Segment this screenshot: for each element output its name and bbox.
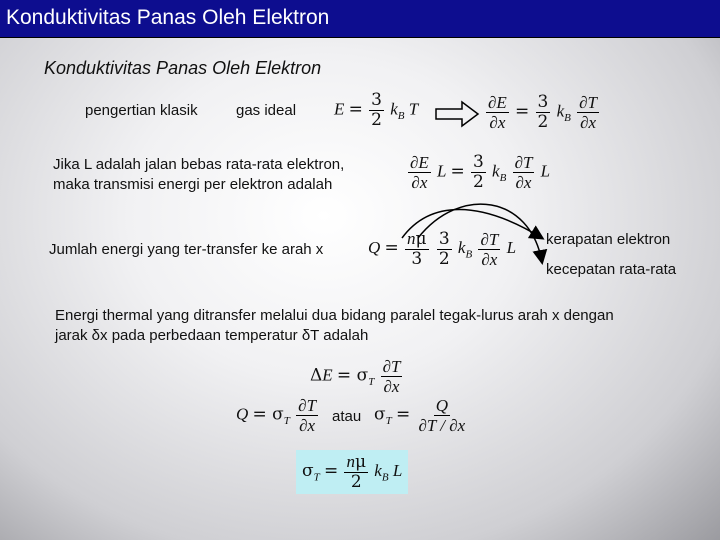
gas-ideal-label: gas ideal: [236, 102, 297, 119]
kecepatan-label: kecepatan rata-rata: [546, 261, 677, 278]
formula-energy: E = $\frac{3}{2}$ $k_B$ T: [334, 90, 419, 130]
formula-delta-E: $\Delta E = \sigma_T$ $\frac{\partial T}{\partial x}$: [310, 357, 401, 396]
formula-Q-sigma: $Q = \sigma_T$ $\frac{\partial T}{\partial x}$: [236, 396, 317, 435]
atau-label: atau: [332, 408, 362, 425]
formula-sigma-def: $\sigma_T$ = $\frac{Q}{\partial T / \partial x}$: [374, 396, 466, 435]
subtitle: Konduktivitas Panas Oleh Elektron: [44, 58, 322, 78]
formula-transmission: $\frac{\partial E}{\partial x}$ L = $\frac{3}{2}$ $k_B$ $\frac{\partial T}{\partial x}$ L: [410, 152, 551, 192]
slide-title: Konduktivitas Panas Oleh Elektron: [6, 6, 330, 29]
pengertian-label: pengertian klasik: [85, 102, 198, 119]
jika-line-1: Jika L adalah jalan bebas rata-rata elektron,: [53, 156, 345, 173]
energi-line-1: Energi thermal yang ditransfer melalui dua bidang paralel tegak-lurus arah x dengan: [55, 307, 614, 324]
block-arrow-icon: [436, 102, 478, 126]
jika-line-2: maka transmisi energi per elektron adalah: [53, 176, 333, 193]
jumlah-label: Jumlah energi yang ter-transfer ke arah x: [49, 241, 324, 258]
formula-Q: Q = $\frac{n\mu}{3}$ $\frac{3}{2}$ $k_B$ $\frac{\partial T}{\partial x}$ L: [368, 228, 517, 269]
curve-arrow-kerapatan: [402, 210, 542, 239]
formula-sigma-result: $\sigma_T$ = $\frac{n\mu}{2}$ $k_B$ L: [296, 450, 408, 494]
kerapatan-label: kerapatan elektron: [546, 231, 671, 248]
formula-energy-gradient: $\frac{\partial E}{\partial x}$ = $\frac{3}{2}$ $k_B$ $\frac{\partial T}{\partial x}$: [488, 92, 598, 132]
energi-line-2: jarak δx pada perbedaan temperatur δT adalah: [55, 327, 369, 344]
